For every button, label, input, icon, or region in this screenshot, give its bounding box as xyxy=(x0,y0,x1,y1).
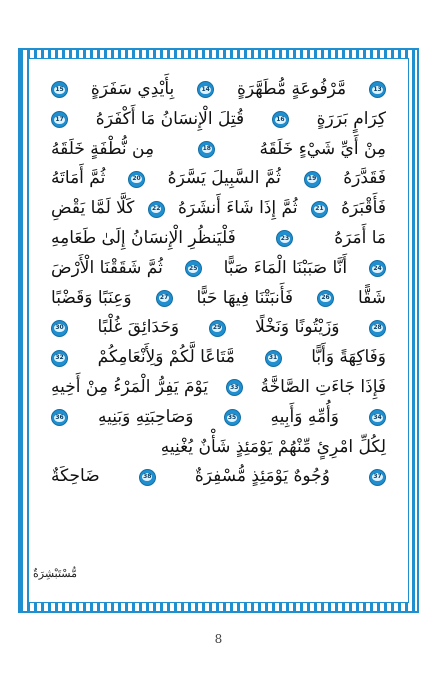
ayah-marker-icon xyxy=(209,320,226,337)
ayah-number: 15 xyxy=(55,85,64,93)
ayah-number: 34 xyxy=(373,413,382,421)
ayah-number: 38 xyxy=(143,473,152,481)
ayah-marker-icon xyxy=(276,230,293,247)
verse-text: فَإِذَا جَاءَتِ الصَّاخَّةُ xyxy=(260,376,386,397)
ayah-marker-icon xyxy=(198,141,215,158)
ayah-marker-icon xyxy=(51,111,68,128)
verse-text: فَأَنبَتْنَا فِيهَا حَبًّا xyxy=(196,287,294,308)
ayah-number: 25 xyxy=(189,264,198,272)
verse-text: أَنَّا صَبَبْنَا الْمَاءَ صَبًّا xyxy=(223,257,348,278)
ayah-marker-icon xyxy=(51,81,68,98)
ayah-marker-icon xyxy=(369,81,386,98)
ayah-marker-icon xyxy=(128,171,145,188)
ayah-marker-icon xyxy=(311,201,328,218)
ayah-number: 23 xyxy=(280,234,290,242)
page-number: 8 xyxy=(214,632,223,646)
ayah-marker-icon xyxy=(51,409,68,426)
verse-text: وَصَاحِبَتِهِ وَبَنِيهِ xyxy=(98,406,194,427)
ayah-number: 28 xyxy=(373,324,382,332)
ayah-number: 24 xyxy=(373,264,382,272)
text-line xyxy=(51,105,386,135)
verse-text: مِنْ أَيِّ شَيْءٍ خَلَقَهُ xyxy=(259,138,386,159)
ayah-number: 35 xyxy=(227,413,237,421)
text-line xyxy=(51,194,386,224)
verse-text: ضَاحِكَةٌ xyxy=(51,466,100,487)
ayah-marker-icon xyxy=(317,290,334,307)
ayah-marker-icon xyxy=(139,469,156,486)
ayah-number: 16 xyxy=(276,115,285,123)
ayah-marker-icon xyxy=(272,111,289,128)
verse-text: فَأَقْبَرَهُ xyxy=(341,198,386,219)
ayah-number: 33 xyxy=(230,383,239,391)
ayah-number: 26 xyxy=(321,294,330,302)
ayah-marker-icon xyxy=(369,320,386,337)
verse-text: بِأَيْدِي سَفَرَةٍ xyxy=(90,79,175,99)
text-line xyxy=(51,373,386,403)
ayah-number: 21 xyxy=(315,205,324,213)
ayah-number: 17 xyxy=(55,115,64,123)
text-line xyxy=(51,313,386,343)
verse-text: قُتِلَ الْإِنسَانُ مَا أَكْفَرَهُ xyxy=(95,108,245,129)
verse-text: كَلَّا لَمَّا يَقْضِ xyxy=(51,198,135,219)
ayah-number: 32 xyxy=(55,354,64,362)
ayah-number: 37 xyxy=(373,473,382,481)
text-line xyxy=(51,164,386,194)
ayah-marker-icon xyxy=(265,350,282,367)
verse-text: وَحَدَائِقَ غُلْبًا xyxy=(97,317,180,338)
text-line xyxy=(51,462,386,492)
verse-text: مَّتَاعًا لَّكُمْ وَلِأَنْعَامِكُمْ xyxy=(97,347,235,368)
ayah-marker-icon xyxy=(224,409,241,426)
ayah-marker-icon xyxy=(369,469,386,486)
verse-text: فَقَدَّرَهُ xyxy=(343,168,386,189)
ayah-number: 27 xyxy=(159,294,169,302)
ayah-marker-icon xyxy=(185,260,202,277)
catchword: مُّسْتَبْشِرَةٌ xyxy=(33,567,77,580)
text-line xyxy=(51,433,386,463)
verse-text: مَا أَمَرَهُ xyxy=(334,227,386,248)
text-line xyxy=(51,75,386,105)
text-line xyxy=(51,254,386,284)
text-panel xyxy=(28,58,409,603)
verse-text: يَوْمَ يَفِرُّ الْمَرْءُ مِنْ أَخِيهِ xyxy=(51,376,209,397)
ayah-marker-icon xyxy=(226,379,243,396)
ayah-marker-icon xyxy=(51,320,68,337)
ayah-marker-icon xyxy=(51,350,68,367)
text-line xyxy=(51,284,386,314)
verse-text: ثُمَّ أَمَاتَهُ xyxy=(51,168,106,189)
verse-text: ثُمَّ شَقَقْنَا الْأَرْضَ xyxy=(51,257,163,278)
verse-text: ثُمَّ السَّبِيلَ يَسَّرَهُ xyxy=(167,168,281,189)
verse-text: وَعِنَبًا وَقَضْبًا xyxy=(51,287,132,308)
verse-text: مَّرْفُوعَةٍ مُّطَهَّرَةٍ xyxy=(236,79,347,99)
verse-text: وَزَيْتُونًا وَنَخْلًا xyxy=(255,317,340,338)
verse-text: ثُمَّ إِذَا شَاءَ أَنشَرَهُ xyxy=(177,198,298,219)
verse-text: لِكُلِّ امْرِئٍ مِّنْهُمْ يَوْمَئِذٍ شَأْنٌ يُغْنِيهِ xyxy=(160,436,386,457)
verse-text: وَأُمِّهِ وَأَبِيهِ xyxy=(270,406,339,427)
ayah-marker-icon xyxy=(148,201,165,218)
ayah-number: 13 xyxy=(373,85,382,93)
ayah-marker-icon xyxy=(369,260,386,277)
ayah-number: 19 xyxy=(307,175,317,183)
verse-text: وَفَاكِهَةً وَأَبًّا xyxy=(311,347,386,368)
ayah-marker-icon xyxy=(156,290,173,307)
ayah-marker-icon xyxy=(304,171,321,188)
text-line xyxy=(51,403,386,433)
page-border-frame xyxy=(18,48,419,613)
quran-text-block xyxy=(51,75,386,594)
ayah-number: 31 xyxy=(268,354,278,362)
verse-text: فَلْيَنظُرِ الْإِنسَانُ إِلَىٰ طَعَامِهِ xyxy=(51,227,236,248)
ayah-number: 20 xyxy=(132,175,141,183)
verse-text: كِرَامٍ بَرَرَةٍ xyxy=(316,108,386,129)
verse-text: وُجُوهٌ يَوْمَئِذٍ مُّسْفِرَةٌ xyxy=(194,466,330,487)
ayah-number: 22 xyxy=(152,205,161,213)
text-line xyxy=(51,224,386,254)
ayah-number: 29 xyxy=(212,324,222,332)
ayah-marker-icon xyxy=(197,81,214,98)
verse-text: مِن نُّطْفَةٍ خَلَقَهُ xyxy=(51,138,155,159)
ayah-number: 36 xyxy=(55,413,64,421)
verse-text: شَقًّا xyxy=(357,287,386,308)
text-line xyxy=(51,135,386,165)
text-line xyxy=(51,343,386,373)
ayah-marker-icon xyxy=(369,409,386,426)
ayah-number: 14 xyxy=(201,85,210,93)
ayah-number: 30 xyxy=(55,324,64,332)
ayah-number: 18 xyxy=(202,145,211,153)
